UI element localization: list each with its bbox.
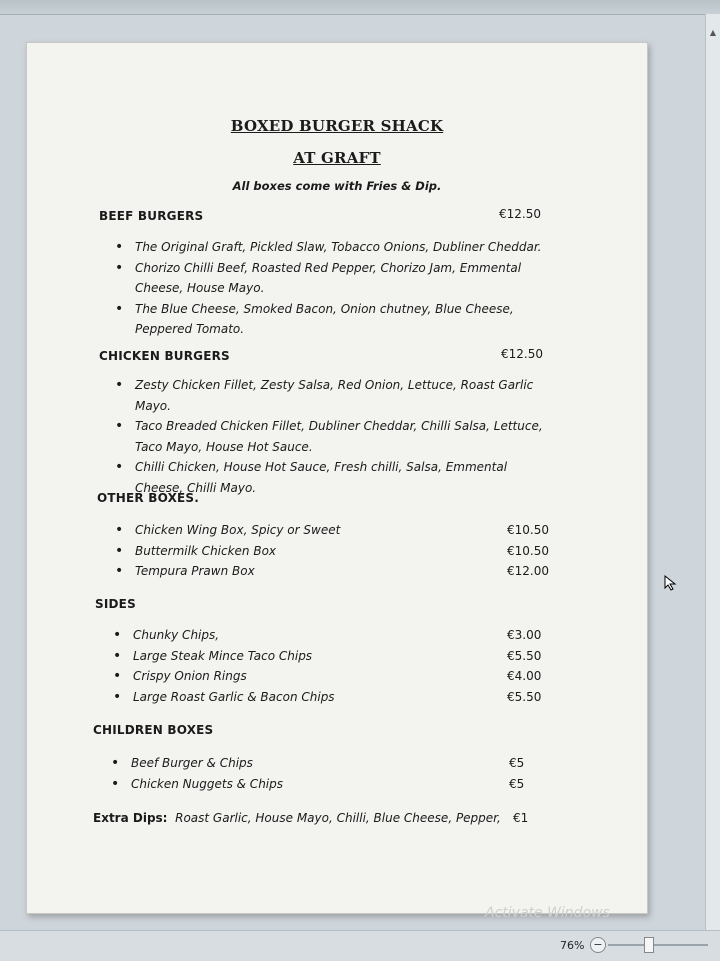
item-name: Chunky Chips,: [133, 628, 220, 642]
item-price: €3.00: [507, 628, 542, 642]
item-price: €5.50: [507, 689, 542, 704]
list-item: [113, 666, 553, 687]
vertical-scrollbar[interactable]: [705, 14, 720, 934]
status-bar: [0, 930, 720, 961]
extra-dips-label: Extra Dips:: [93, 811, 168, 825]
item-name: Chicken Nuggets & Chips: [131, 776, 283, 791]
activation-watermark: Activate Windows: [485, 905, 610, 921]
item-name: Tempura Prawn Box: [135, 564, 255, 578]
window-title-bar: [0, 0, 720, 15]
menu-note: All boxes come with Fries & Dip.: [232, 179, 442, 193]
list-item: [111, 774, 551, 795]
item-name: Large Roast Garlic & Bacon Chips: [133, 689, 335, 704]
scroll-up-icon[interactable]: ▲: [709, 28, 717, 37]
item-price: €5: [509, 756, 525, 770]
section-price: €12.50: [501, 347, 543, 361]
list-item: [115, 520, 555, 541]
list-item: [111, 753, 551, 774]
section-heading: SIDES: [95, 597, 136, 611]
item-name: Buttermilk Chicken Box: [135, 543, 277, 558]
list-item: [113, 646, 553, 667]
zoom-level: 76%: [560, 939, 585, 952]
item-name: Beef Burger & Chips: [131, 756, 253, 770]
item-name: Chicken Wing Box, Spicy or Sweet: [135, 523, 341, 537]
item-list: [115, 375, 555, 498]
extra-dips-text: Roast Garlic, House Mayo, Chilli, Blue Cheese, Pepper,: [175, 811, 501, 825]
section-heading: OTHER BOXES.: [97, 491, 200, 505]
list-item: • Taco Breaded Chicken Fillet, Dubliner Cheddar, Chilli Salsa, Lettuce, Taco Mayo, House Hot Sauce.: [115, 416, 555, 457]
section-heading: CHILDREN BOXES: [93, 723, 214, 737]
item-price: €12.00: [507, 564, 549, 578]
extra-dips-line: [93, 811, 501, 825]
list-item: [115, 541, 555, 562]
list-item: • Chorizo Chilli Beef, Roasted Red Pepper, Chorizo Jam, Emmental Cheese, House Mayo.: [115, 258, 555, 299]
list-item: • Zesty Chicken Fillet, Zesty Salsa, Red Onion, Lettuce, Roast Garlic Mayo.: [115, 375, 555, 416]
zoom-slider-track[interactable]: [608, 944, 708, 946]
menu-subtitle: AT GRAFT: [293, 149, 381, 167]
item-price: €4.00: [507, 669, 542, 683]
list-item: [113, 625, 553, 646]
item-price: €10.50: [507, 543, 549, 558]
mouse-cursor-icon: [664, 575, 678, 591]
list-item: • The Blue Cheese, Smoked Bacon, Onion chutney, Blue Cheese, Peppered Tomato.: [115, 299, 555, 340]
item-price: €5.50: [507, 648, 542, 663]
zoom-out-button[interactable]: −: [590, 937, 606, 953]
item-name: Crispy Onion Rings: [133, 669, 247, 683]
menu-title: BOXED BURGER SHACK: [230, 117, 444, 135]
item-list: [115, 237, 555, 340]
item-name: Large Steak Mince Taco Chips: [133, 648, 313, 663]
section-heading: BEEF BURGERS: [99, 209, 204, 223]
list-item: [113, 687, 553, 708]
document-page: [26, 42, 648, 921]
item-list: [113, 625, 553, 707]
zoom-slider-thumb[interactable]: [644, 937, 654, 953]
item-price: €10.50: [507, 523, 549, 537]
section-heading: CHICKEN BURGERS: [99, 349, 230, 363]
list-item: • Chilli Chicken, House Hot Sauce, Fresh chilli, Salsa, Emmental Cheese, Chilli Mayo.: [115, 457, 555, 498]
item-list: [115, 520, 555, 582]
list-item: • The Original Graft, Pickled Slaw, Tobacco Onions, Dubliner Cheddar.: [115, 237, 555, 258]
item-price: €5: [509, 776, 525, 791]
list-item: [115, 561, 555, 582]
section-price: €12.50: [499, 207, 541, 221]
extra-dips-price: €1: [513, 811, 529, 825]
item-list: [111, 753, 551, 794]
